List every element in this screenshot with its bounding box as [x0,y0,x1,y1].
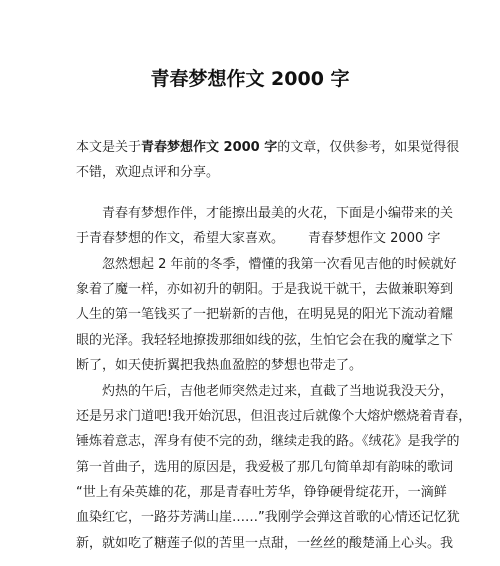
para3-line-3: 锤炼着意志，浑身有使不完的劲，继续走我的路。《绒花》是我学的 [76,434,460,450]
para1-line-2-text: 于青春梦想的作文，希望大家喜欢。 [76,231,285,247]
para3-line-6: 血染红它，一路芬芳满山崖……”我刚学会弹这首歌的心情还记忆犹 [76,510,460,526]
para1-line-2 [76,226,441,251]
para2-line-5: 断了，如天使折翼把我热血盈腔的梦想也带走了。 [76,358,363,374]
para2-line-2: 象着了魔一样，亦如初升的朝阳。于是我说干就干，去做兼职筹到 [76,281,454,297]
para3-line-5: “世上有朵英雄的花，那是青春吐芳华，铮铮硬骨绽花开，一滴鲜 [76,485,447,501]
article-title: 青春梦想作文 2000 字 [150,68,350,90]
para1-line-2-subtitle: 青春梦想作文 2000 字 [308,231,441,247]
para1-line-1: 青春有梦想作伴，才能擦出最美的火花，下面是小编带来的关 [102,205,454,221]
para2-line-1: 忽然想起 2 年前的冬季，懵懂的我第一次看见吉他的时候就好 [102,256,457,272]
para3-line-7: 新，就如吃了糖莲子似的苦里一点甜，一丝丝的酸楚涌上心头。我 [76,535,454,551]
para2-line-3: 人生的第一笔钱买了一把崭新的吉他，在明晃晃的阳光下流动着耀 [76,307,454,323]
intro-text-post: 的文章，仅供参考，如果觉得很 [277,140,460,155]
intro-title-bold: 青春梦想作文 2000 字 [141,140,278,155]
para3-line-2: 还是另求门道吧!我开始沉思，但沮丧过后就像个大熔炉燃烧着青春， [76,408,472,424]
intro-line-1 [76,135,460,160]
para2-line-4: 眼的光泽。我轻轻地撩拨那细如线的弦，生怕它会在我的魔掌之下 [76,332,454,348]
intro-text-pre: 本文是关于 [76,140,142,155]
intro-line-2: 不错，欢迎点评和分享。 [76,165,220,181]
para3-line-4: 第一首曲子，选用的原因是，我爱极了那几句简单却有韵味的歌词 [76,459,454,475]
para3-line-1: 灼热的午后，吉他老师突然走过来，直截了当地说我没天分， [102,383,454,399]
paragraph-gap [76,186,428,201]
article-body [76,135,472,556]
